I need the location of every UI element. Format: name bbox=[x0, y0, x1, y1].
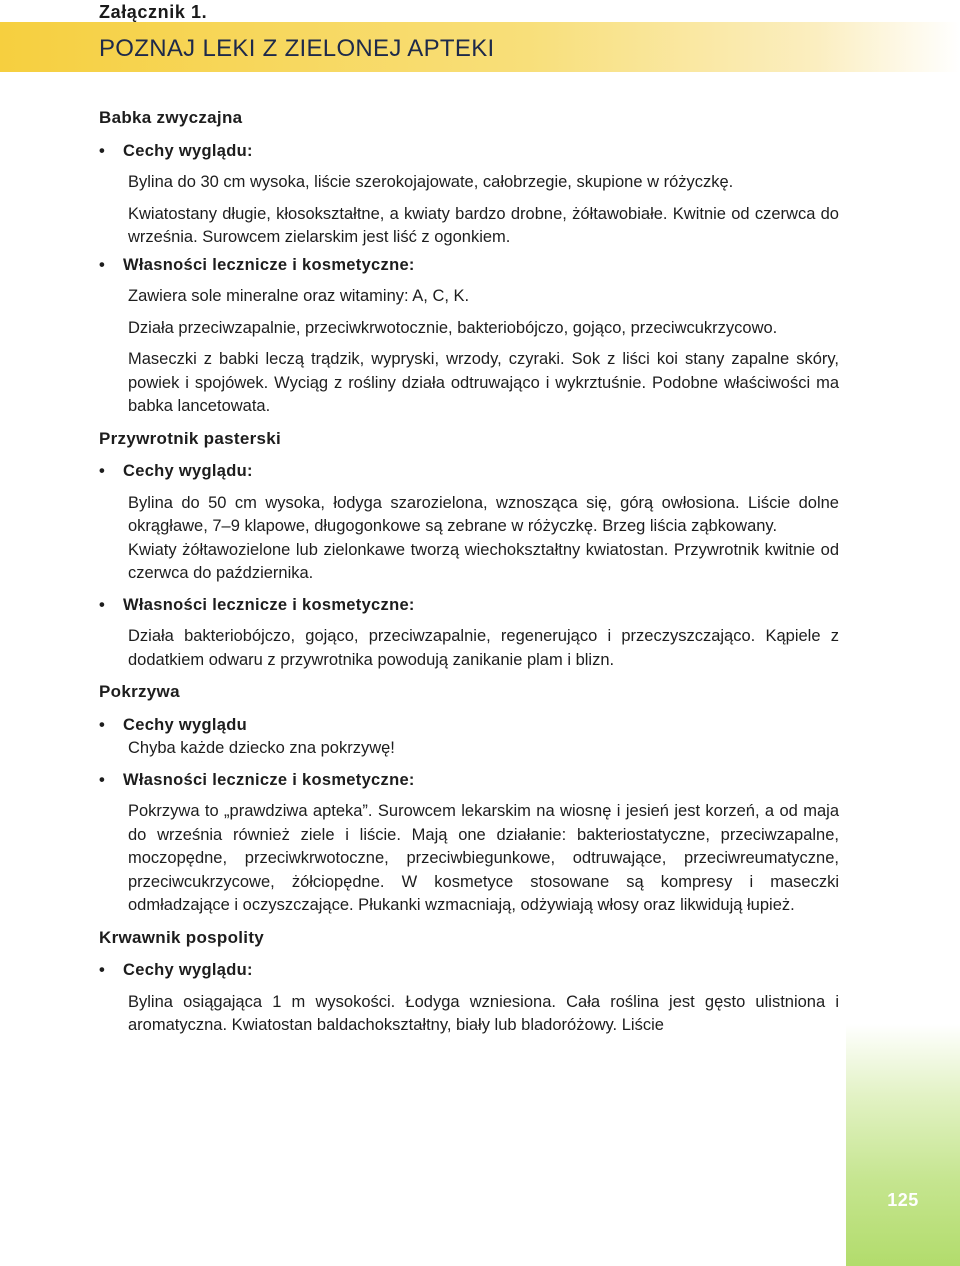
appearance-heading: • Cechy wyglądu bbox=[99, 714, 839, 738]
page-title: POZNAJ LEKI Z ZIELONEJ APTEKI bbox=[99, 35, 495, 62]
plant-title: Babka zwyczajna bbox=[99, 108, 243, 127]
bullet-icon: • bbox=[99, 141, 106, 160]
paragraph: Zawiera sole mineralne oraz witaminy: A, C, K. bbox=[128, 287, 470, 305]
appearance-heading: • Cechy wyglądu: bbox=[99, 959, 839, 983]
document-body bbox=[99, 106, 839, 1046]
bullet-icon: • bbox=[99, 961, 106, 979]
bullet-icon: • bbox=[99, 770, 106, 789]
plant-title: Przywrotnik pasterski bbox=[99, 428, 282, 448]
section-pokrzywa bbox=[99, 680, 839, 918]
bullet-icon: • bbox=[99, 462, 106, 480]
paragraph: Chyba każde dziecko zna pokrzywę! bbox=[128, 739, 395, 757]
properties-heading: • Własności lecznicze i kosmetyczne: bbox=[99, 254, 839, 278]
paragraph: Kwiaty żółtawozielone lub zielonkawe tworzą wiechokształtny kwiatostan. Przywrotnik kwitnie od czerwca do października. bbox=[128, 540, 839, 582]
page-number: 125 bbox=[887, 1190, 919, 1210]
paragraph: Działa przeciwzapalnie, przeciwkrwotocznie, bakteriobójczo, gojąco, przeciwcukrzycowo. bbox=[128, 318, 778, 337]
paragraph: Maseczki z babki leczą trądzik, wypryski, wrzody, czyraki. Sok z liści koi stany zapalne skóry, powiek i spojówek. Wyciąg z rośliny działa odtruwająco i wykrztuśnie. Podobne właściwości ma babka lancetowata. bbox=[128, 350, 839, 415]
appearance-heading: • Cechy wyglądu: bbox=[99, 460, 839, 484]
properties-heading: • Własności lecznicze i kosmetyczne: bbox=[99, 769, 839, 793]
section-przywrotnik-pasterski bbox=[99, 427, 839, 673]
paragraph: Działa bakteriobójczo, gojąco, przeciwzapalnie, regenerująco i przeczyszczająco. Kąpiele z dodatkiem odwaru z przywrotnika powodują zanikanie plam i blizn. bbox=[128, 627, 839, 669]
bullet-icon: • bbox=[99, 715, 106, 734]
section-babka-zwyczajna bbox=[99, 106, 839, 419]
annex-label: Załącznik 1. bbox=[99, 2, 208, 22]
bullet-icon: • bbox=[99, 595, 106, 614]
section-krwawnik-pospolity bbox=[99, 926, 839, 1038]
paragraph: Pokrzywa to „prawdziwa apteka”. Surowcem lekarskim na wiosnę i jesień jest korzeń, a od maja do września również ziele i liście. Mają one działanie: bakteriostatyczne, przeciwzapalne, moczopędne, przeciwkrwotoczne, przeciwbiegunkowe, odtruwające, przeciwreumatyczne, przeciwcukrzycowe, żółciopędne. W kosmetyce stosowane są kompresy i maseczki odmładzające i oczyszczające. Płukanki wzmacniają, odżywiają włosy oraz likwidują łupież. bbox=[128, 802, 839, 914]
appearance-heading: • Cechy wyglądu: bbox=[99, 140, 839, 164]
page-corner-decoration bbox=[846, 1024, 960, 1266]
paragraph: Kwiatostany długie, kłosokształtne, a kwiaty bardzo drobne, żółtawobiałe. Kwitnie od czerwca do września. Surowcem zielarskim jest liść z ogonkiem. bbox=[128, 204, 839, 246]
paragraph: Bylina do 30 cm wysoka, liście szerokojajowate, całobrzegie, skupione w różyczkę. bbox=[128, 173, 734, 191]
properties-heading: • Własności lecznicze i kosmetyczne: bbox=[99, 594, 839, 618]
paragraph: Bylina do 50 cm wysoka, łodyga szarozielona, wznosząca się, górą owłosiona. Liście dolne okrągławe, 7–9 klapowe, długogonkowe są zebrane w różyczkę. Brzeg liścia ząbkowany. bbox=[128, 493, 839, 535]
title-banner bbox=[0, 22, 960, 72]
paragraph: Bylina osiągająca 1 m wysokości. Łodyga wzniesiona. Cała roślina jest gęsto ulistniona i aromatyczna. Kwiatostan baldachokształtny, biały lub bladoróżowy. Liście bbox=[128, 992, 839, 1034]
plant-title: Krwawnik pospolity bbox=[99, 927, 265, 947]
plant-title: Pokrzywa bbox=[99, 682, 180, 701]
bullet-icon: • bbox=[99, 255, 106, 274]
